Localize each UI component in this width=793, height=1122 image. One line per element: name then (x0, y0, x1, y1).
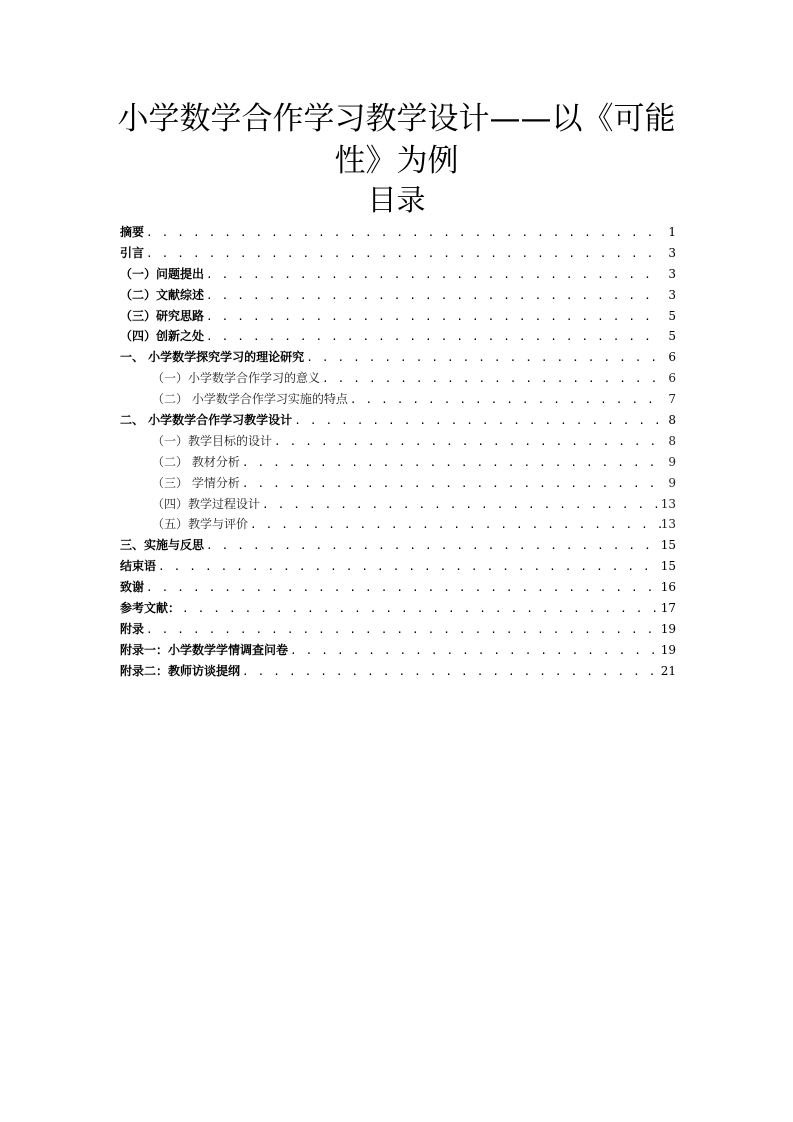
toc-entry-page-number: 3 (668, 266, 676, 281)
toc-entry-label: （五）教学与评价 (152, 517, 249, 532)
toc-entry[interactable] (120, 306, 676, 327)
toc-entry-page-number: 3 (668, 245, 676, 260)
toc-dot-leader (348, 390, 662, 411)
toc-entry[interactable] (120, 619, 676, 640)
toc-entry[interactable] (120, 556, 676, 577)
toc-dot-leader (240, 662, 661, 683)
toc-entry-label: （三）研究思路 (120, 308, 205, 323)
toc-entry-label: （二） 小学数学合作学习实施的特点 (152, 392, 348, 407)
document-title-line2: 性》为例 (334, 143, 459, 179)
document-title-line1: 小学数学合作学习教学设计——以《可能 (117, 101, 676, 137)
toc-entry[interactable] (120, 431, 676, 452)
toc-entry[interactable] (120, 347, 676, 368)
toc-entry[interactable] (120, 452, 676, 473)
toc-entry-page-number: 5 (668, 329, 676, 344)
toc-dot-leader (204, 265, 662, 286)
toc-entry-page-number: 15 (660, 538, 676, 553)
toc-dot-leader (304, 348, 662, 369)
toc-entry-label: （三） 学情分析 (152, 475, 240, 490)
toc-entry-label: （一）小学数学合作学习的意义 (152, 371, 321, 386)
toc-entry-page-number: 16 (660, 580, 676, 595)
toc-entry[interactable] (120, 535, 676, 556)
toc-entry[interactable] (120, 661, 676, 682)
toc-entry-label: 附录 (120, 621, 145, 636)
toc-dot-leader (240, 453, 662, 474)
toc-entry-page-number: 6 (668, 371, 676, 386)
toc-entry-page-number: 9 (668, 454, 676, 469)
toc-dot-leader (180, 599, 661, 620)
table-of-contents (120, 222, 676, 682)
toc-entry-label: （二）文献综述 (120, 287, 205, 302)
toc-entry-page-number: 15 (660, 559, 676, 574)
toc-entry-label: 附录二：教师访谈提纲 (120, 663, 241, 678)
toc-entry[interactable] (120, 264, 676, 285)
toc-entry-page-number: 8 (668, 433, 676, 448)
toc-dot-leader (260, 495, 661, 516)
toc-entry[interactable] (120, 410, 676, 431)
toc-dot-leader (288, 641, 661, 662)
toc-entry[interactable] (120, 222, 676, 243)
toc-dot-leader (144, 223, 662, 244)
toc-entry[interactable] (120, 285, 676, 306)
toc-dot-leader (144, 620, 661, 641)
toc-entry-label: 附录一：小学数学学情调查问卷 (120, 642, 289, 657)
toc-dot-leader (204, 327, 662, 348)
toc-entry-label: （一）问题提出 (120, 266, 205, 281)
toc-entry-page-number: 19 (660, 642, 676, 657)
toc-entry-page-number: 13 (660, 517, 676, 532)
toc-entry-page-number: 1 (668, 225, 676, 239)
toc-dot-leader (156, 557, 661, 578)
toc-entry-label: 二、 小学数学合作学习教学设计 (120, 413, 293, 428)
toc-dot-leader (320, 369, 662, 390)
toc-entry[interactable] (120, 598, 676, 619)
toc-dot-leader (204, 286, 662, 307)
toc-entry[interactable] (120, 494, 676, 515)
toc-entry[interactable] (120, 326, 676, 347)
toc-dot-leader (248, 515, 661, 536)
toc-dot-leader (144, 244, 662, 265)
toc-entry-page-number: 5 (668, 308, 676, 323)
toc-entry[interactable] (120, 389, 676, 410)
toc-entry-page-number: 17 (660, 601, 676, 616)
toc-entry-page-number: 21 (660, 663, 676, 678)
toc-entry-label: 致谢 (120, 580, 145, 595)
toc-dot-leader (204, 307, 662, 328)
toc-entry[interactable] (120, 473, 676, 494)
toc-entry-page-number: 7 (668, 392, 676, 407)
toc-entry-label: （一）教学目标的设计 (152, 433, 273, 448)
toc-entry-label: （四）教学过程设计 (152, 496, 261, 511)
toc-dot-leader (292, 411, 662, 432)
toc-entry-label: 结束语 (120, 559, 157, 574)
toc-dot-leader (272, 432, 662, 453)
toc-entry-label: 三、实施与反思 (120, 538, 205, 553)
toc-entry-label: 摘要 (120, 225, 145, 239)
toc-entry[interactable] (120, 243, 676, 264)
toc-entry-page-number: 13 (660, 496, 676, 511)
toc-heading: 目录 (367, 183, 426, 217)
toc-entry[interactable] (120, 640, 676, 661)
toc-entry-label: 引言 (120, 245, 145, 260)
toc-entry[interactable] (120, 577, 676, 598)
toc-entry-label: 参考文献： (120, 601, 181, 616)
toc-entry-page-number: 6 (668, 350, 676, 365)
toc-dot-leader (240, 474, 662, 495)
toc-dot-leader (144, 578, 661, 599)
toc-entry-label: 一、 小学数学探究学习的理论研究 (120, 350, 305, 365)
toc-entry-label: （四）创新之处 (120, 329, 205, 344)
toc-entry-page-number: 9 (668, 475, 676, 490)
toc-entry[interactable] (120, 368, 676, 389)
toc-entry-page-number: 3 (668, 287, 676, 302)
toc-entry[interactable] (120, 514, 676, 535)
toc-entry-page-number: 19 (660, 621, 676, 636)
toc-entry-label: （二） 教材分析 (152, 454, 240, 469)
toc-entry-page-number: 8 (668, 413, 676, 428)
toc-dot-leader (204, 536, 661, 557)
